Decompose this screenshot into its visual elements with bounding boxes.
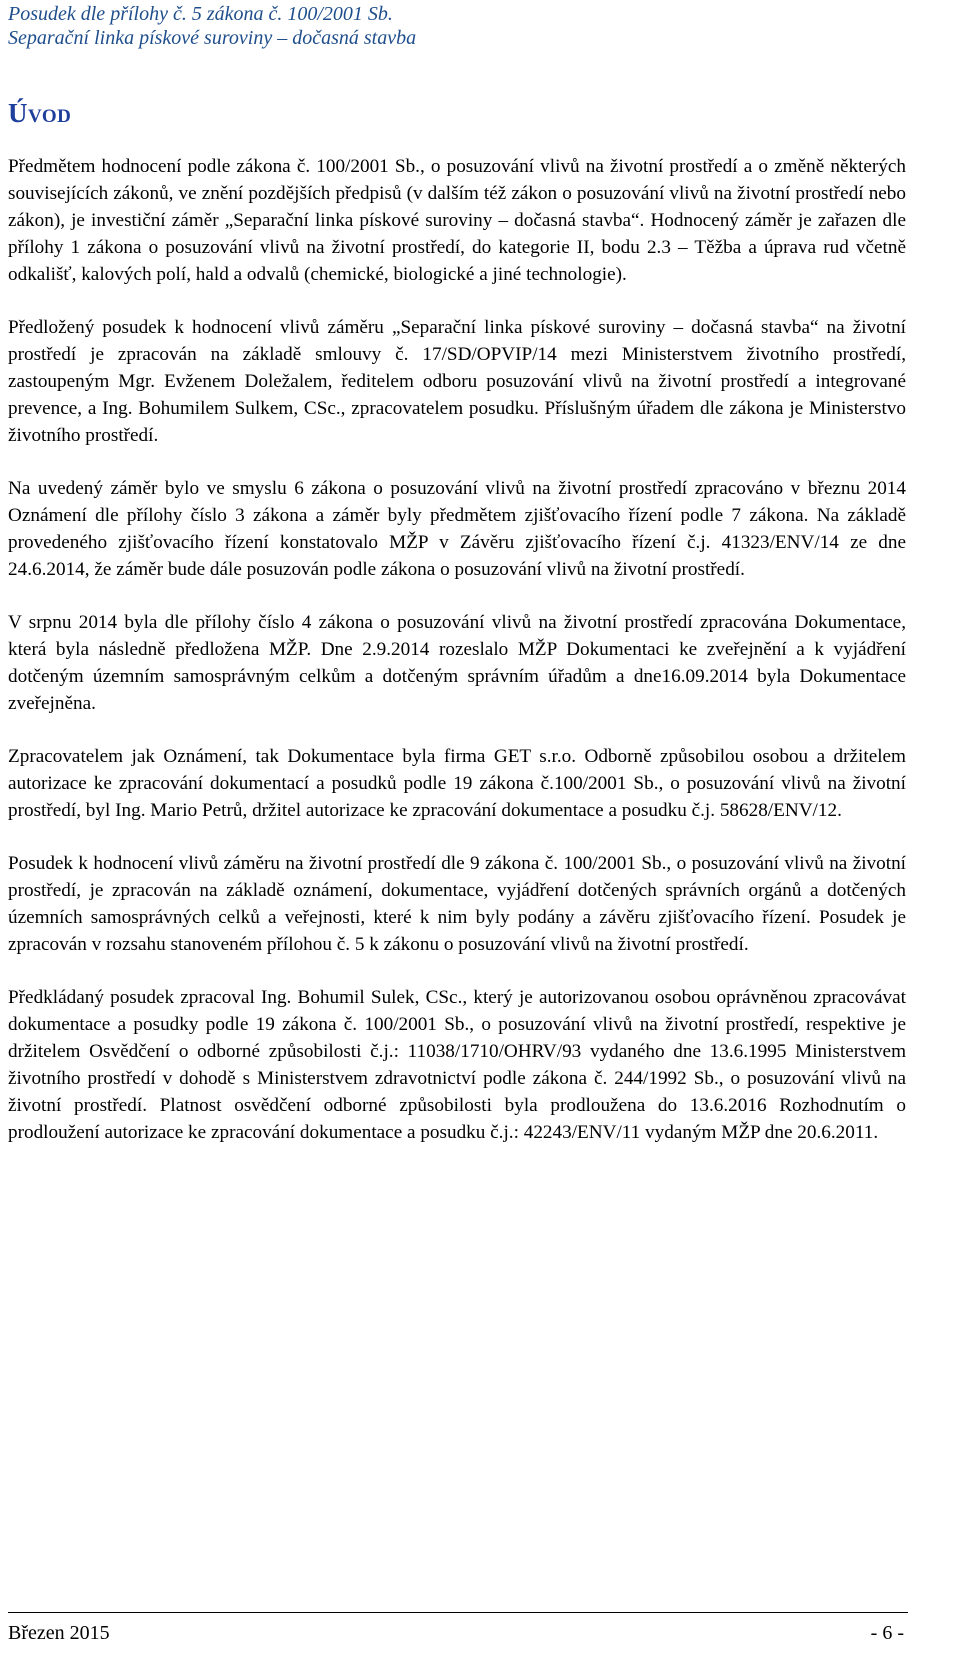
document-page [8, 0, 908, 1662]
paragraph-4: V srpnu 2014 byla dle přílohy číslo 4 zákona o posuzování vlivů na životní prostředí zpracována Dokumentace, která byla následně předložena MŽP. Dne 2.9.2014 rozeslalo MŽP Dokumentaci ke zveřejnění a k vyjádření dotčeným územním samosprávným celkům a dotčeným správním úřadům a dne16.09.2014 byla Dokumentace zveřejněna. [8, 612, 906, 714]
header-line-2: Separační linka pískové suroviny – dočasná stavba [8, 27, 417, 49]
header-line-1: Posudek dle přílohy č. 5 zákona č. 100/2001 Sb. [8, 3, 393, 25]
page-number: - 6 - [870, 1622, 904, 1644]
paragraph-5: Zpracovatelem jak Oznámení, tak Dokumentace byla firma GET s.r.o. Odborně způsobilou osobou a držitelem autorizace ke zpracování dokumentací a posudků podle 19 zákona č.100/2001 Sb., o posuzování vlivů na životní prostředí, byl Ing. Mario Petrů, držitel autorizace ke zpracování dokumentace a posudku č.j. 58628/ENV/12. [8, 746, 906, 821]
paragraph-3: Na uvedený záměr bylo ve smyslu 6 zákona o posuzování vlivů na životní prostředí zpracováno v březnu 2014 Oznámení dle přílohy číslo 3 zákona a záměr byly předmětem zjišťovacího řízení podle 7 zákona. Na základě provedeného zjišťovacího řízení konstatovalo MŽP v Závěru zjišťovacího řízení č.j. 41323/ENV/14 ze dne 24.6.2014, že záměr bude dále posuzován podle zákona o posuzování vlivů na životní prostředí. [8, 478, 906, 580]
section-title: Úvod [8, 98, 72, 128]
paragraph-7: Předkládaný posudek zpracoval Ing. Bohumil Sulek, CSc., který je autorizovanou osobou oprávněnou zpracovávat dokumentace a posudky podle 19 zákona č. 100/2001 Sb., o posuzování vlivů na životní prostředí, respektive je držitelem Osvědčení o odborné způsobilosti č.j.: 11038/1710/OHRV/93 vydaného dne 13.6.1995 Ministerstvem životního prostředí v dohodě s Ministerstvem zdravotnictví podle zákona č. 244/1992 Sb., o posuzování vlivů na životní prostředí. Platnost osvědčení odborné způsobilosti byla prodloužena do 13.6.2016 Rozhodnutím o prodloužení autorizace ke zpracování dokumentace a posudku č.j.: 42243/ENV/11 vydaným MŽP dne 20.6.2011. [8, 987, 906, 1143]
running-header [8, 2, 416, 50]
paragraph-1: Předmětem hodnocení podle zákona č. 100/2001 Sb., o posuzování vlivů na životní prostředí a o změně některých souvisejících zákonů, ve znění pozdějších předpisů (v dalším též zákon o posuzování vlivů na životní prostředí nebo zákon), je investiční záměr „Separační linka pískové suroviny – dočasná stavba“. Hodnocený záměr je zařazen dle přílohy 1 zákona o posuzování vlivů na životní prostředí, do kategorie II, bodu 2.3 – Těžba a úprava rud včetně odkališť, kalových polí, hald a odvalů (chemické, biologické a jiné technologie). [8, 156, 906, 285]
footer-divider [8, 1612, 908, 1613]
footer-date: Březen 2015 [8, 1622, 110, 1644]
paragraph-2: Předložený posudek k hodnocení vlivů záměru „Separační linka pískové suroviny – dočasná stavba“ na životní prostředí je zpracován na základě smlouvy č. 17/SD/OPVIP/14 mezi Ministerstvem životního prostředí, zastoupeným Mgr. Evženem Doležalem, ředitelem odboru posuzování vlivů na životní prostředí a integrované prevence, a Ing. Bohumilem Sulkem, CSc., zpracovatelem posudku. Příslušným úřadem dle zákona je Ministerstvo životního prostředí. [8, 317, 906, 446]
document-body [8, 153, 906, 1172]
paragraph-6: Posudek k hodnocení vlivů záměru na životní prostředí dle 9 zákona č. 100/2001 Sb., o posuzování vlivů na životní prostředí, je zpracován na základě oznámení, dokumentace, vyjádření dotčených správních orgánů a dotčených územních samosprávných celků a veřejnosti, které k nim byly podány a závěru zjišťovacího řízení. Posudek je zpracován v rozsahu stanoveném přílohou č. 5 k zákonu o posuzování vlivů na životní prostředí. [8, 853, 906, 955]
